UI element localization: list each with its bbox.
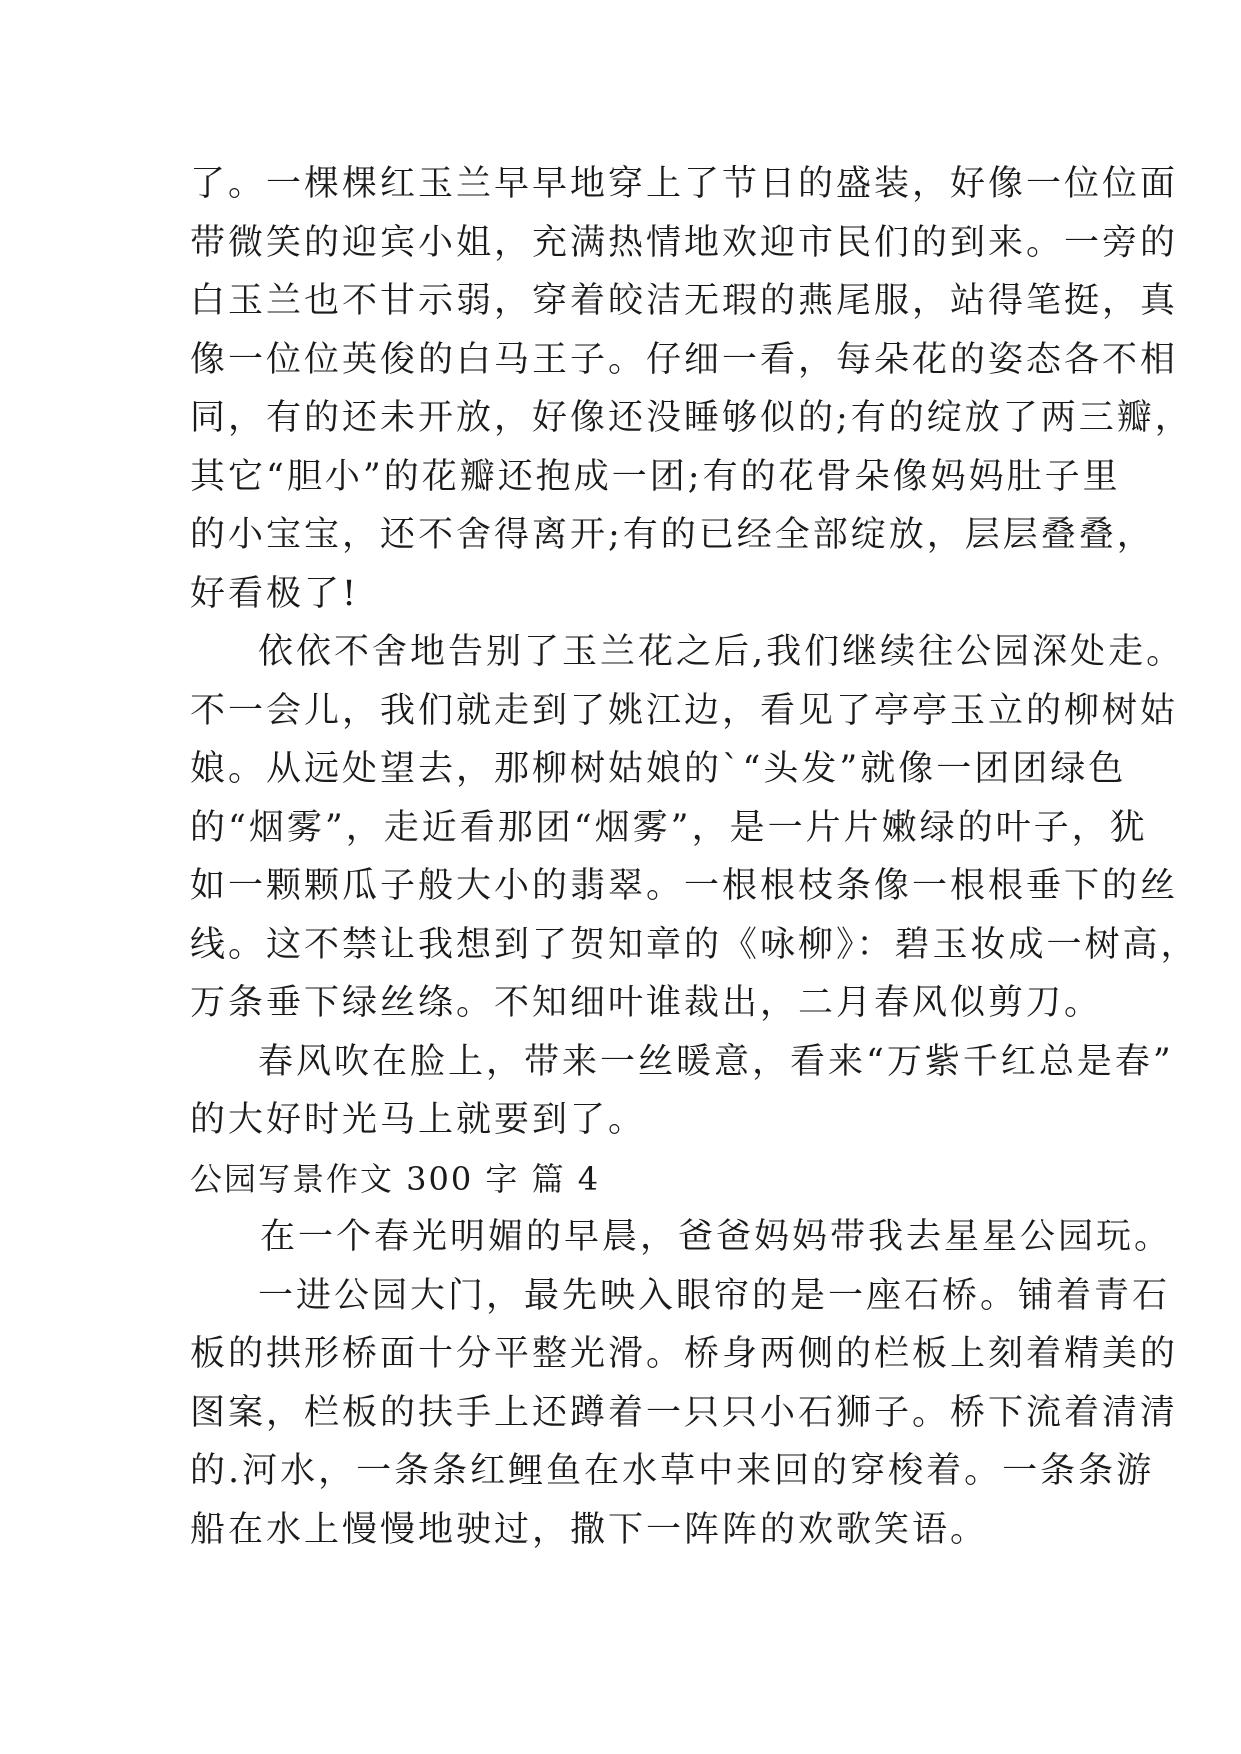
text-line: 的大好时光马上就要到了。 xyxy=(190,1100,647,1140)
text-line: 同，有的还未开放，好像还没睡够似的;有的绽放了两三瓣， xyxy=(190,398,1193,438)
text-line: 娘。从远处望去，那柳树姑娘的`“头发”就像一团团绿色 xyxy=(190,749,1127,789)
paragraph-start-line: 依依不舍地告别了玉兰花之后,我们继续往公园深处走。 xyxy=(258,632,1185,672)
text-line: 像一位位英俊的白马王子。仔细一看，每朵花的姿态各不相 xyxy=(190,339,1179,380)
section-heading: 公园写景作文 300 字 篇 4 xyxy=(190,1159,601,1198)
paragraph-start-line: 在一个春光明媚的早晨，爸爸妈妈带我去星星公园玩。 xyxy=(260,1217,1173,1257)
text-line: 了。一棵棵红玉兰早早地穿上了节日的盛装，好像一位位面 xyxy=(190,164,1179,204)
text-line: 板的拱形桥面十分平整光滑。桥身两侧的栏板上刻着精美的 xyxy=(190,1334,1179,1374)
text-line: 带微笑的迎宾小姐，充满热情地欢迎市民们的到来。一旁的 xyxy=(190,222,1179,263)
text-line: 的“烟雾”，走近看那团“烟雾”，是一片片嫩绿的叶子，犹 xyxy=(190,807,1148,848)
text-line: 好看极了! xyxy=(190,573,360,614)
text-line: 万条垂下绿丝绦。不知细叶谁裁出，二月春风似剪刀。 xyxy=(190,983,1103,1023)
paragraph-start-line: 春风吹在脸上，带来一丝暖意，看来“万紫千红总是春” xyxy=(258,1041,1174,1082)
text-line: 白玉兰也不甘示弱，穿着皎洁无瑕的燕尾服，站得笔挺，真 xyxy=(190,281,1179,321)
paragraph-start-line: 一进公园大门，最先映入眼帘的是一座石桥。铺着青石 xyxy=(258,1275,1171,1316)
article-body xyxy=(190,155,1199,1559)
text-line: 船在水上慢慢地驶过，撒下一阵阵的欢歌笑语。 xyxy=(190,1509,989,1550)
text-line: 的.河水，一条条红鲤鱼在水草中来回的穿梭着。一条条游 xyxy=(190,1451,1155,1491)
text-line: 不一会儿，我们就走到了姚江边，看见了亭亭玉立的柳树姑 xyxy=(190,690,1179,731)
text-line: 线。这不禁让我想到了贺知章的《咏柳》：碧玉妆成一树高， xyxy=(190,924,1199,965)
text-line: 图案，栏板的扶手上还蹲着一只只小石狮子。桥下流着清清 xyxy=(190,1392,1179,1433)
text-line: 其它“胆小”的花瓣还抱成一团;有的花骨朵像妈妈肚子里 xyxy=(190,456,1121,497)
text-line: 如一颗颗瓜子般大小的翡翠。一根根枝条像一根根垂下的丝 xyxy=(190,866,1179,906)
text-line: 的小宝宝，还不舍得离开;有的已经全部绽放，层层叠叠， xyxy=(190,515,1155,555)
